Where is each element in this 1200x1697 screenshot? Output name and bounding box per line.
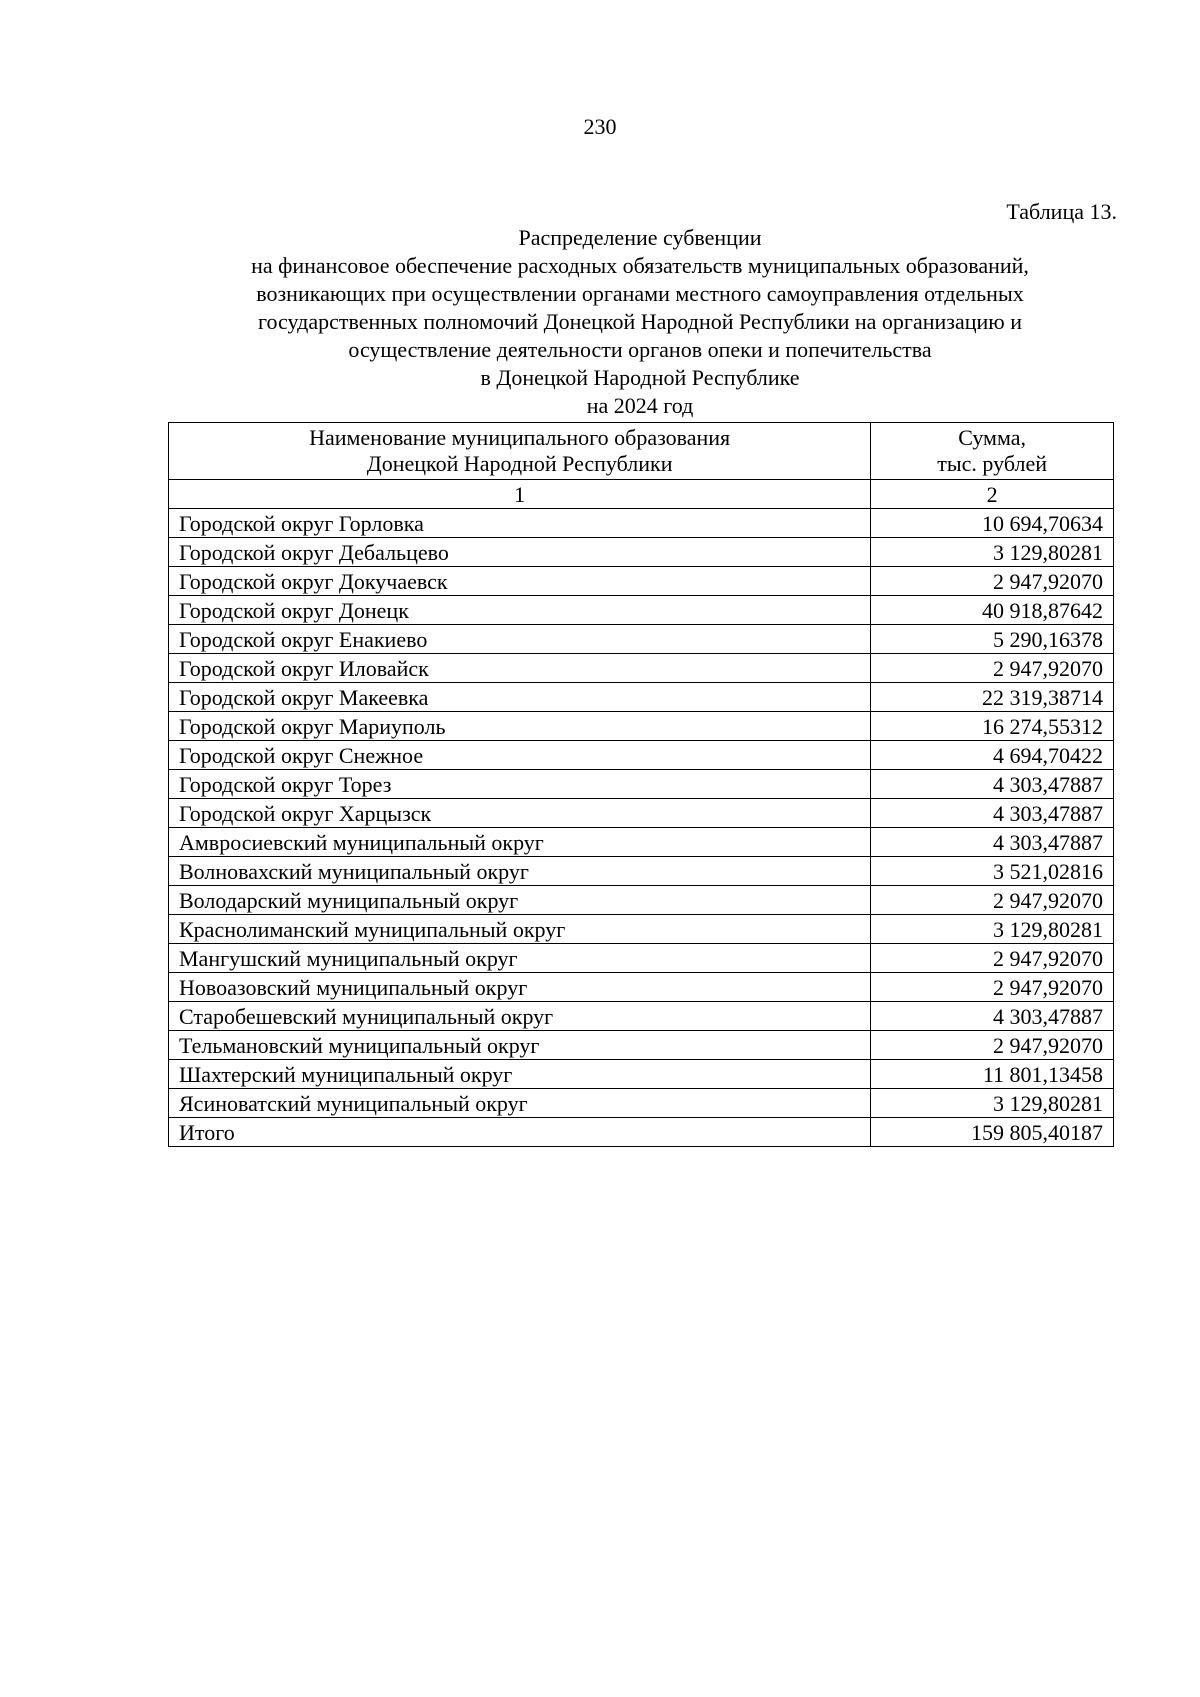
municipality-name-cell: Городской округ Снежное: [169, 741, 871, 770]
amount-cell: 22 319,38714: [871, 683, 1114, 712]
table-row: [169, 654, 1114, 683]
table-row: [169, 596, 1114, 625]
amount-cell: 10 694,70634: [871, 509, 1114, 538]
municipality-name-cell: Городской округ Горловка: [169, 509, 871, 538]
table-row: [169, 828, 1114, 857]
table-row: [169, 1089, 1114, 1118]
municipality-name-cell: Волновахский муниципальный округ: [169, 857, 871, 886]
amount-cell: 5 290,16378: [871, 625, 1114, 654]
municipality-name-cell: Тельмановский муниципальный округ: [169, 1031, 871, 1060]
header-sum-line: тыс. рублей: [937, 451, 1047, 476]
municipality-name-cell: Городской округ Харцызск: [169, 799, 871, 828]
heading-line: на 2024 год: [586, 393, 694, 418]
table-row: [169, 741, 1114, 770]
table-row: [169, 538, 1114, 567]
amount-cell: 16 274,55312: [871, 712, 1114, 741]
amount-cell: 2 947,92070: [871, 567, 1114, 596]
amount-cell: 11 801,13458: [871, 1060, 1114, 1089]
municipality-name-cell: Городской округ Мариуполь: [169, 712, 871, 741]
municipality-name-cell: Городской округ Донецк: [169, 596, 871, 625]
amount-cell: 2 947,92070: [871, 886, 1114, 915]
table-row: [169, 886, 1114, 915]
amount-cell: 4 694,70422: [871, 741, 1114, 770]
table-row: [169, 683, 1114, 712]
header-sum-line: Сумма,: [958, 425, 1027, 450]
amount-cell: 4 303,47887: [871, 1002, 1114, 1031]
municipality-name-cell: Мангушский муниципальный округ: [169, 944, 871, 973]
municipality-name-cell: Новоазовский муниципальный округ: [169, 973, 871, 1002]
page-number: 230: [583, 114, 617, 139]
municipality-name-cell: Володарский муниципальный округ: [169, 886, 871, 915]
table-row: [169, 625, 1114, 654]
municipality-name-cell: Старобешевский муниципальный округ: [169, 1002, 871, 1031]
table-row: [169, 509, 1114, 538]
header-name-cell: [169, 423, 871, 480]
heading-line: осуществление деятельности органов опеки и попечительства: [348, 337, 932, 362]
table-row: [169, 1060, 1114, 1089]
table-row: [169, 567, 1114, 596]
municipality-name-cell: Краснолиманский муниципальный округ: [169, 915, 871, 944]
amount-cell: 2 947,92070: [871, 944, 1114, 973]
amount-cell: 4 303,47887: [871, 770, 1114, 799]
heading-line: Распределение субвенции: [518, 225, 762, 250]
amount-cell: 4 303,47887: [871, 828, 1114, 857]
column-number-cell: 2: [871, 480, 1114, 509]
table-row: [169, 712, 1114, 741]
municipality-name-cell: Шахтерский муниципальный округ: [169, 1060, 871, 1089]
heading-line: на финансовое обеспечение расходных обязательств муниципальных образований,: [251, 253, 1029, 278]
table-label: Таблица 13.: [1006, 199, 1117, 224]
municipality-name-cell: Амвросиевский муниципальный округ: [169, 828, 871, 857]
header-name-line: Наименование муниципального образования: [309, 425, 731, 450]
total-row: [169, 1118, 1114, 1147]
amount-cell: 3 129,80281: [871, 915, 1114, 944]
municipality-name-cell: Городской округ Иловайск: [169, 654, 871, 683]
municipality-name-cell: Городской округ Макеевка: [169, 683, 871, 712]
amount-cell: 2 947,92070: [871, 1031, 1114, 1060]
table-row: [169, 1031, 1114, 1060]
header-sum-cell: [871, 423, 1114, 480]
amount-cell: 3 129,80281: [871, 1089, 1114, 1118]
municipality-name-cell: Ясиноватский муниципальный округ: [169, 1089, 871, 1118]
municipality-name-cell: Городской округ Докучаевск: [169, 567, 871, 596]
table-row: [169, 857, 1114, 886]
municipality-name-cell: Городской округ Торез: [169, 770, 871, 799]
amount-cell: 4 303,47887: [871, 799, 1114, 828]
amount-cell: 40 918,87642: [871, 596, 1114, 625]
document-heading: [168, 224, 1112, 420]
table-row: [169, 944, 1114, 973]
subvention-table: [168, 422, 1114, 1147]
total-label-cell: Итого: [169, 1118, 871, 1147]
table-header-row: [169, 423, 1114, 480]
total-sum-cell: 159 805,40187: [871, 1118, 1114, 1147]
heading-line: возникающих при осуществлении органами местного самоуправления отдельных: [256, 281, 1024, 306]
amount-cell: 3 129,80281: [871, 538, 1114, 567]
heading-line: в Донецкой Народной Республике: [480, 365, 800, 390]
table-row: [169, 799, 1114, 828]
table-row: [169, 973, 1114, 1002]
table-row: [169, 1002, 1114, 1031]
column-number-cell: 1: [169, 480, 871, 509]
header-name-line: Донецкой Народной Республики: [366, 451, 673, 476]
table-row: [169, 915, 1114, 944]
table-row: [169, 770, 1114, 799]
amount-cell: 2 947,92070: [871, 654, 1114, 683]
municipality-name-cell: Городской округ Енакиево: [169, 625, 871, 654]
amount-cell: 2 947,92070: [871, 973, 1114, 1002]
column-number-row: [169, 480, 1114, 509]
heading-line: государственных полномочий Донецкой Народной Республики на организацию и: [258, 309, 1022, 334]
amount-cell: 3 521,02816: [871, 857, 1114, 886]
municipality-name-cell: Городской округ Дебальцево: [169, 538, 871, 567]
